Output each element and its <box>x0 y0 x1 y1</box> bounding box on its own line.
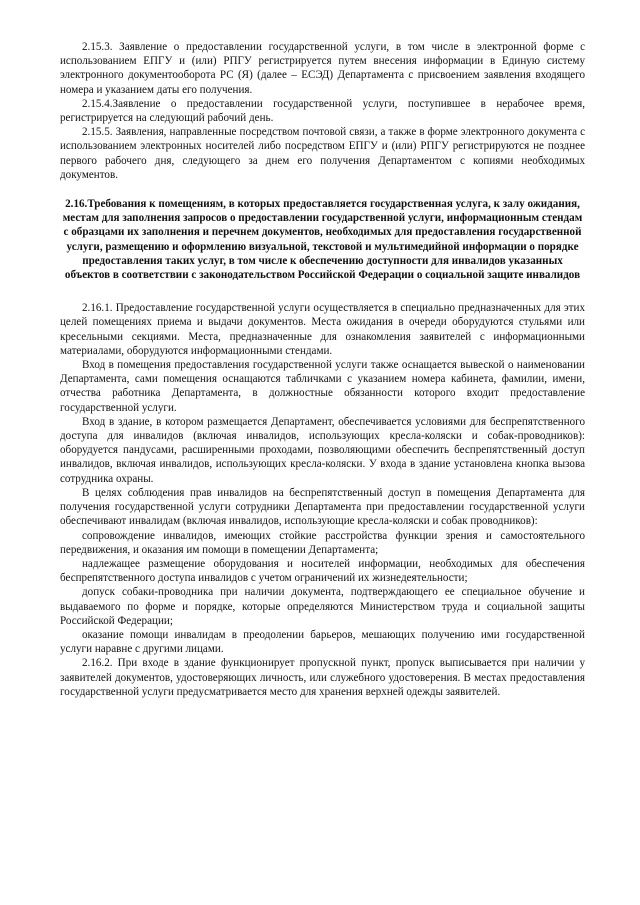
document-body <box>60 40 585 699</box>
paragraph-disabled-rights: В целях соблюдения прав инвалидов на беспрепятственный доступ в помещения Департамента для получения государственной услуги сотрудники Департамента при предоставлении государственной услуги обеспечивают инвалидам (включая инвалидов, использующие кресла-коляски и собак проводников): <box>60 486 585 528</box>
paragraph-entrance-signage: Вход в помещения предоставления государственной услуги также оснащается вывеской о наименовании Департамента, сами помещения оснащаются табличками с указанием номера кабинета, фамилии, имени, отчества работника Департамента, в должностные обязанности которого входит предоставление государственной услуги. <box>60 359 585 414</box>
section-heading-2-16: 2.16.Требования к помещениям, в которых предоставляется государственная услуга, к залу ожидания, местам для заполнения запросов о предоставлении государственной услуги, информационным стендам с образцами их заполнения и перечнем документов, необходимых для предоставления государственной услуги, размещению и оформлению визуальной, текстовой и мультимедийной информации о порядке предоставления таких услуг, в том числе к обеспечению доступности для инвалидов указанных объектов в соответствии с законодательством Российской Федерации о социальной защите инвалидов <box>62 198 583 282</box>
paragraph-2-16-1: 2.16.1. Предоставление государственной услуги осуществляется в специально предназначенных для этих целей помещениях приема и выдачи документов. Места ожидания в очереди оборудуются стульями или кресельными секциями. Места, предназначенные для ознакомления заявителей с информационными материалами, оборудуются информационными стендами. <box>60 302 585 357</box>
paragraph-2-15-5: 2.15.5. Заявления, направленные посредством почтовой связи, а также в форме электронного документа с использованием электронных носителей либо посредством ЕПГУ и (или) РПГУ регистрируются не позднее первого рабочего дня, следующего за днем его получения Департаментом с копиями необходимых документов. <box>60 126 585 181</box>
list-item-equipment-placement: надлежащее размещение оборудования и носителей информации, необходимых для обеспечения беспрепятственного доступа инвалидов с учетом ограничений их жизнедеятельности; <box>60 557 585 585</box>
list-item-escort: сопровождение инвалидов, имеющих стойкие расстройства функции зрения и самостоятельного передвижения, и оказания им помощи в помещении Департамента; <box>60 529 585 556</box>
paragraph-2-15-3: 2.15.3. Заявление о предоставлении государственной услуги, в том числе в электронной форме с использованием ЕПГУ и (или) РПГУ регистрируется путем внесения информации в Единую систему электронного документооборота РС (Я) (далее – ЕСЭД) Департамента с присвоением заявления входящего номера и указанием даты его получения. <box>60 41 585 96</box>
paragraph-2-15-4: 2.15.4.Заявление о предоставлении государственной услуги, поступившее в нерабочее время, регистрируется на следующий рабочий день. <box>60 97 585 125</box>
paragraph-2-16-2: 2.16.2. При входе в здание функционирует пропускной пункт, пропуск выписывается при наличии у заявителей документов, удостоверяющих личность, или служебного удостоверения. В местах предоставления государственной услуги предусматривается место для хранения верхней одежды заявителей. <box>60 657 585 698</box>
list-item-guide-dog: допуск собаки-проводника при наличии документа, подтверждающего ее специальное обучение и выдаваемого по форме и порядке, которые определяются Министерством труда и социальной защиты Российской Федерации; <box>60 586 585 627</box>
paragraph-building-access: Вход в здание, в котором размещается Департамент, обеспечивается условиями для беспрепятственного доступа для инвалидов (включая инвалидов, использующих кресла-коляски и собак-проводников): оборудуется пандусами, расширенными проходами, позволяющими обеспечить беспрепятственный доступ инвалидов, включая инвалидов, использующих кресла-коляски. У входа в здание установлена кнопка вызова сотрудника охраны. <box>60 415 585 485</box>
list-item-barrier-assistance: оказание помощи инвалидам в преодолении барьеров, мешающих получению ими государственной услуги наравне с другими лицами. <box>60 628 585 656</box>
